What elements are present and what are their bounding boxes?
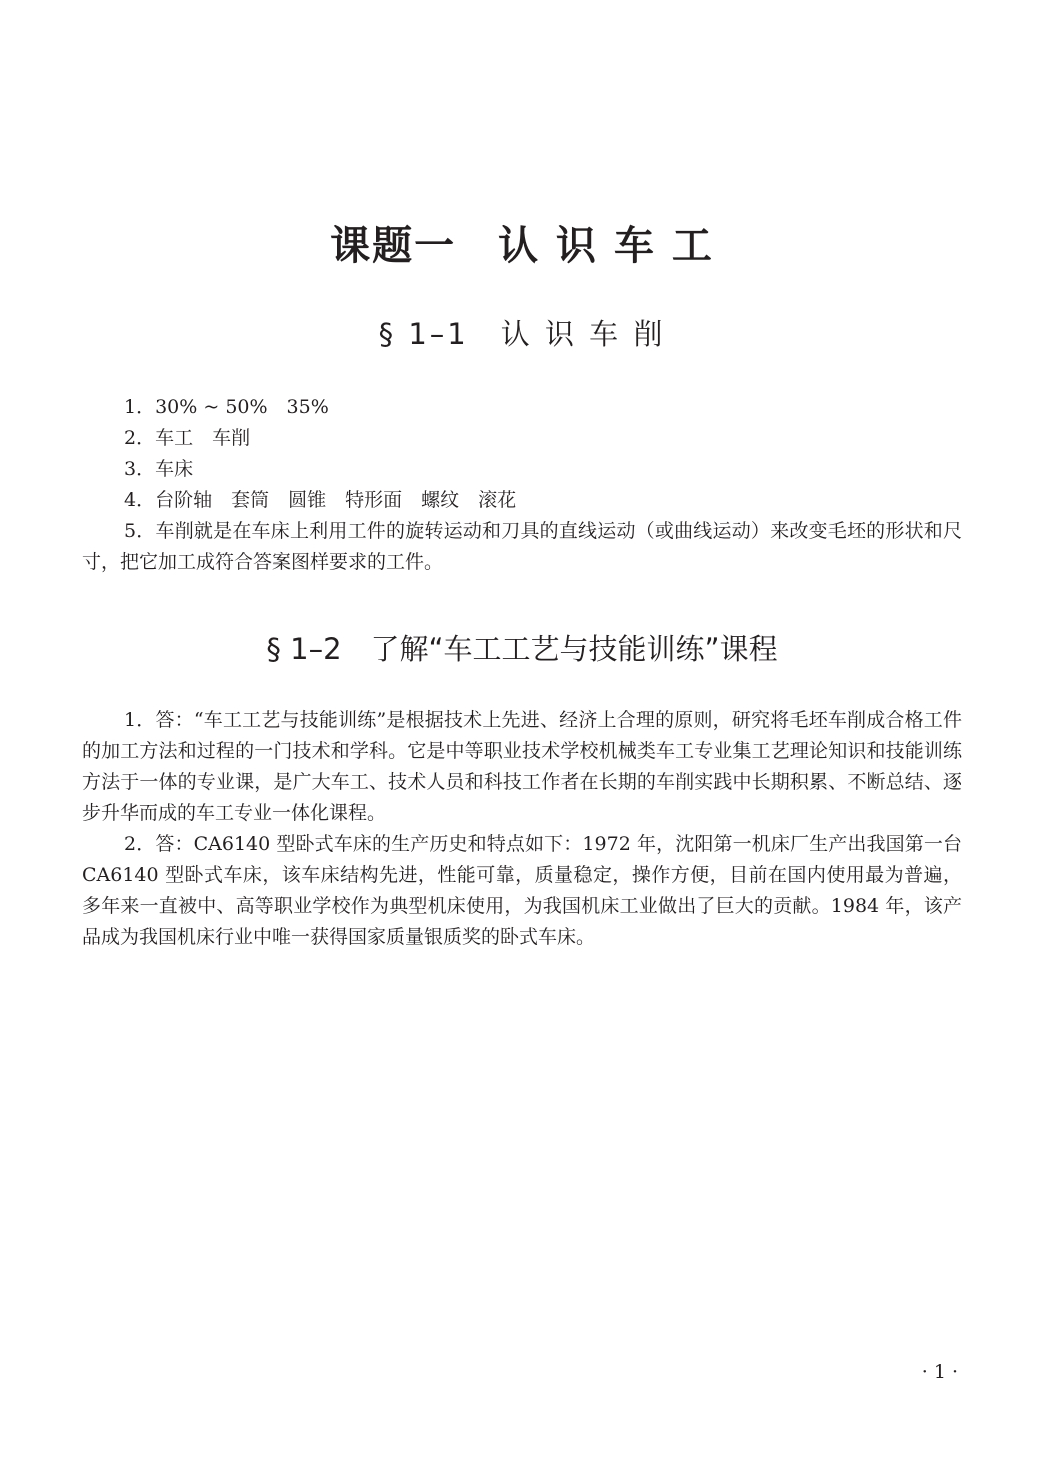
answer-item: 2．答：CA6140 型卧式车床的生产历史和特点如下：1972 年，沈阳第一机床厂生产出我国第一台 CA6140 型卧式车床，该车床结构先进，性能可靠，质量稳定，操作方便，目前在国内使用最为普遍，多年来一直被中、高等职业学校作为典型机床使用，为我国机床工业做出了巨大的贡献。1984 年，该产品成为我国机床行业中唯一获得国家质量银质奖的卧式车床。 bbox=[82, 833, 969, 948]
answer-item: 4．台阶轴 套筒 圆锥 特形面 螺纹 滚花 bbox=[124, 489, 517, 511]
section-title-1-1: § 1–1 认 识 车 削 bbox=[378, 317, 666, 351]
answer-item: 1．答：“车工工艺与技能训练”是根据技术上先进、经济上合理的原则，研究将毛坯车削成合格工件的加工方法和过程的一门技术和学科。它是中等职业技术学校机械类车工专业集工艺理论知识和技能训练方法于一体的专业课，是广大车工、技术人员和科技工作者在长期的车削实践中长期积累、不断总结、逐步升华而成的车工专业一体化课程。 bbox=[82, 709, 962, 824]
answer-item: 2．车工 车削 bbox=[124, 427, 251, 449]
chapter-title: 课题一 认 识 车 工 bbox=[330, 223, 714, 269]
page-number: · 1 · bbox=[921, 1361, 958, 1383]
section-title-1-2: § 1–2 了解“车工工艺与技能训练”课程 bbox=[266, 632, 778, 666]
section-1-2-answers bbox=[82, 705, 969, 953]
answer-item: 1．30% ~ 50% 35% bbox=[124, 396, 329, 418]
answer-item: 5．车削就是在车床上利用工件的旋转运动和刀具的直线运动（或曲线运动）来改变毛坯的形状和尺寸，把它加工成符合答案图样要求的工件。 bbox=[82, 520, 962, 573]
answer-item: 3．车床 bbox=[124, 458, 194, 480]
section-1-1-answers bbox=[82, 392, 962, 578]
